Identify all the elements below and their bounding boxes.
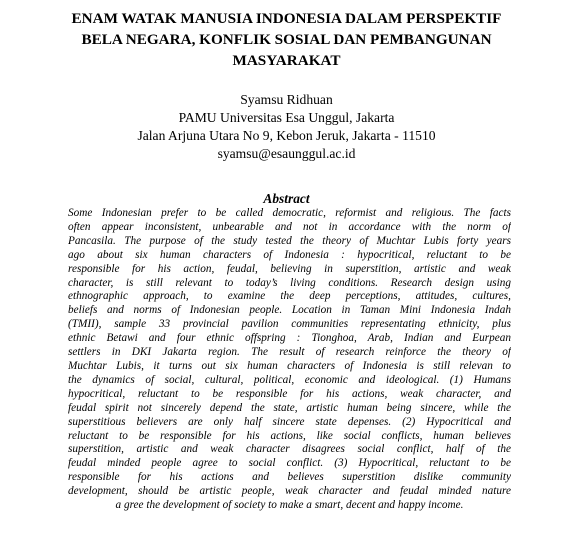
abstract-line: responsible for his actions and believes superstition dislike community bbox=[68, 471, 511, 484]
abstract-line: superstitious believers are only half sincere state depenses. (2) Hypocritical and bbox=[68, 415, 511, 428]
abstract-line: responsible for his action, feudal, believing in superstition, artistic and weak bbox=[68, 262, 511, 275]
abstract-heading: Abstract bbox=[263, 191, 310, 206]
abstract-line: ethnographic approach, to examine the deep perceptions, attitudes, cultures, bbox=[68, 290, 511, 303]
abstract-line: character, is still relevant to today’s living conditions. Research design using bbox=[68, 276, 511, 289]
title-line-2: BELA NEGARA, KONFLIK SOSIAL DAN PEMBANGUNAN bbox=[81, 31, 492, 48]
author-affiliation: PAMU Universitas Esa Unggul, Jakarta bbox=[178, 110, 395, 125]
title-line-3: MASYARAKAT bbox=[232, 52, 341, 69]
abstract-body bbox=[68, 207, 511, 513]
abstract-line: the dynamics of social, cultural, political, economic and ideological. (1) Humans bbox=[68, 373, 511, 386]
abstract-line: often appear inconsistent, unbearable and not in accordance with the norm of bbox=[68, 220, 511, 233]
author-email: syamsu@esaunggul.ac.id bbox=[217, 146, 356, 161]
abstract-line: reluctant to be responsible for his actions, like social conflicts, human believes bbox=[68, 429, 511, 442]
abstract-line: (TMII), sample 33 provincial pavilion communities representating ethnicity, plus bbox=[68, 318, 511, 331]
paper-title bbox=[10, 8, 563, 71]
abstract-line: ago about six human characters of Indonesia : hypocritical, reluctant to be bbox=[68, 248, 511, 261]
abstract-line: Muchtar Lubis, it turns out six human characters of Indonesia is still relevan to bbox=[68, 359, 511, 372]
author-address: Jalan Arjuna Utara No 9, Kebon Jeruk, Jakarta - 11510 bbox=[137, 128, 436, 143]
abstract-line: development, should be artistic people, weak character and feudal minded nature bbox=[68, 485, 511, 498]
author-block bbox=[0, 91, 573, 163]
abstract-line: ethnic Betawi and four ethnic offspring : Tionghoa, Arab, Indian and Eurpean bbox=[68, 332, 511, 345]
author-name: Syamsu Ridhuan bbox=[240, 92, 333, 107]
abstract-line: feudal minded people agree to social conflict. (3) Hypocritical, reluctant to be bbox=[68, 457, 511, 470]
abstract-line: a gree the development of society to make a smart, decent and happy income. bbox=[115, 499, 464, 512]
abstract-line: Some Indonesian prefer to be called democratic, reformist and religious. The facts bbox=[68, 207, 511, 219]
title-line-1: ENAM WATAK MANUSIA INDONESIA DALAM PERSPEKTIF bbox=[71, 10, 502, 27]
abstract-line: hypocritical, reluctant to be responsible for his actions, weak character, and bbox=[68, 387, 511, 400]
abstract-line: beliefs and norms of Indonesian people. Location in Taman Mini Indonesia Indah bbox=[68, 304, 511, 317]
abstract-line: feudal spirit not sincerely depend the state, artistic human being sincere, while the bbox=[68, 401, 511, 414]
abstract-line: Pancasila. The purpose of the study tested the theory of Muchtar Lubis forty years bbox=[68, 234, 511, 247]
abstract-line: superstition, artistic and weak character disagrees social conflict, half of the bbox=[68, 443, 511, 456]
abstract-line: settlers in DKI Jakarta region. The result of research reinforce the theory of bbox=[68, 346, 511, 359]
